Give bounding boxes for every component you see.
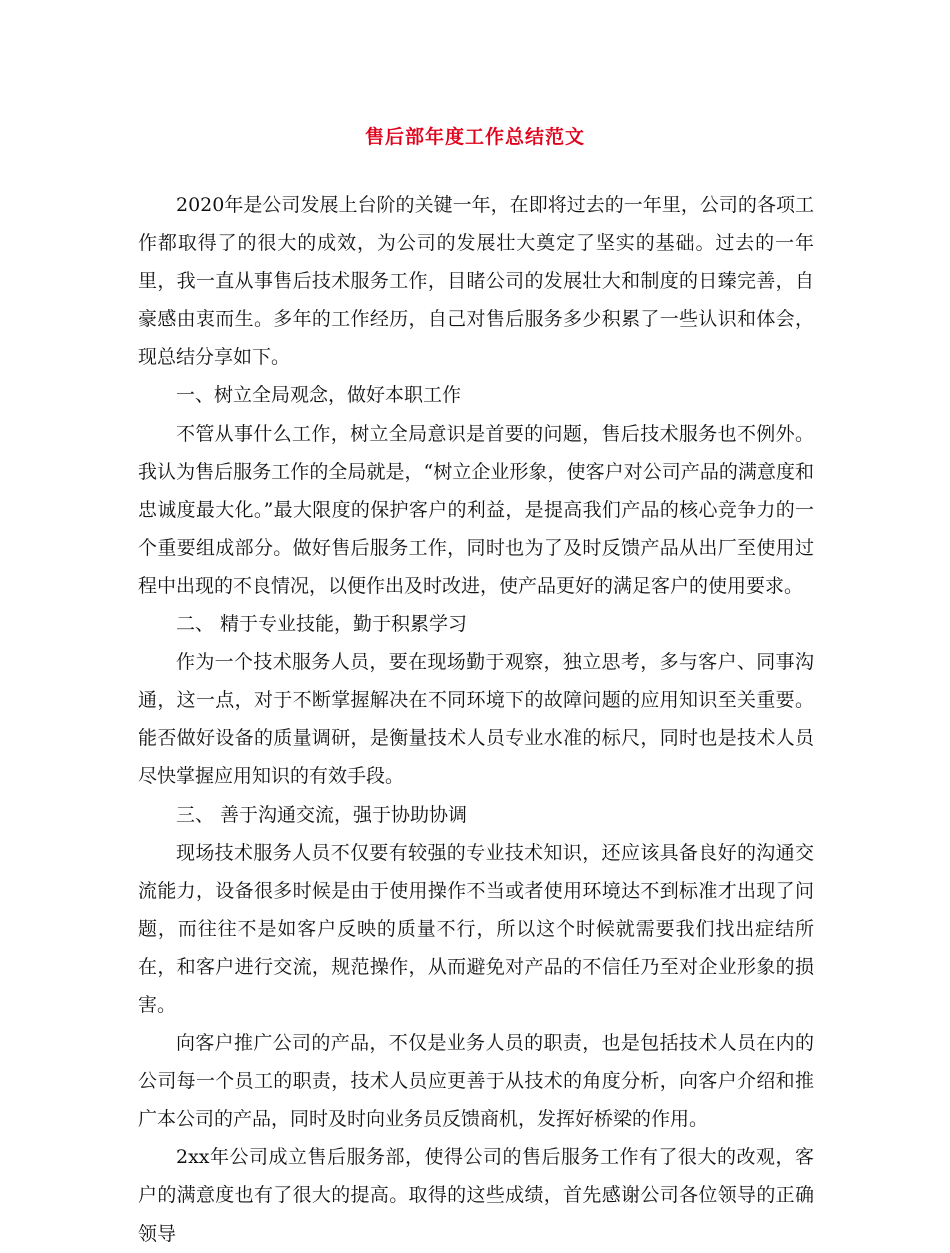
paragraph-section-3: 现场技术服务人员不仅要有较强的专业技术知识，还应该具备良好的沟通交流能力，设备很多时候是由于使用操作不当或者使用环境达不到标准才出现了问题，而往往不是如客户反映的质量不行，所以这个时候就需要我们找出症结所在，和客户进行交流，规范操作，从而避免对产品的不信任乃至对企业形象的损害。 <box>138 841 814 1016</box>
document-body <box>138 186 814 1253</box>
section-heading-3: 三、 善于沟通交流，强于协助协调 <box>176 803 468 826</box>
section-heading-1: 一、树立全局观念，做好本职工作 <box>176 384 462 407</box>
paragraph-section-1: 不管从事什么工作，树立全局意识是首要的问题，售后技术服务也不例外。我认为售后服务工作的全局就是，“树立企业形象，使客户对公司产品的满意度和忠诚度最大化。”最大限度的保护客户的利益，是提高我们产品的核心竞争力的一个重要组成部分。做好售后服务工作，同时也为了及时反馈产品从出厂至使用过程中出现的不良情况，以便作出及时改进，使产品更好的满足客户的使用要求。 <box>138 422 814 597</box>
paragraph-promotion: 向客户推广公司的产品，不仅是业务人员的职责，也是包括技术人员在内的公司每一个员工的职责，技术人员应更善于从技术的角度分析，向客户介绍和推广本公司的产品，同时及时向业务员反馈商机，发挥好桥梁的作用。 <box>138 1032 814 1131</box>
paragraph-section-2: 作为一个技术服务人员，要在现场勤于观察，独立思考，多与客户、同事沟通，这一点，对于不断掌握解决在不同环境下的故障问题的应用知识至关重要。能否做好设备的质量调研，是衡量技术人员专业水准的标尺，同时也是技术人员尽快掌握应用知识的有效手段。 <box>138 651 814 788</box>
section-heading-2: 二、 精于专业技能，勤于积累学习 <box>176 613 468 636</box>
paragraph-intro: 2020年是公司发展上台阶的关键一年，在即将过去的一年里，公司的各项工作都取得了的很大的成效，为公司的发展壮大奠定了坚实的基础。过去的一年里，我一直从事售后技术服务工作，目睹公司的发展壮大和制度的日臻完善，自豪感由衷而生。多年的工作经历，自己对售后服务多少积累了一些认识和体会，现总结分享如下。 <box>138 194 814 369</box>
page-title: 售后部年度工作总结范文 <box>364 126 585 148</box>
paragraph-conclusion: 2xx年公司成立售后服务部，使得公司的售后服务工作有了很大的改观，客户的满意度也有了很大的提高。取得的这些成绩，首先感谢公司各位领导的正确领导 <box>138 1146 814 1245</box>
